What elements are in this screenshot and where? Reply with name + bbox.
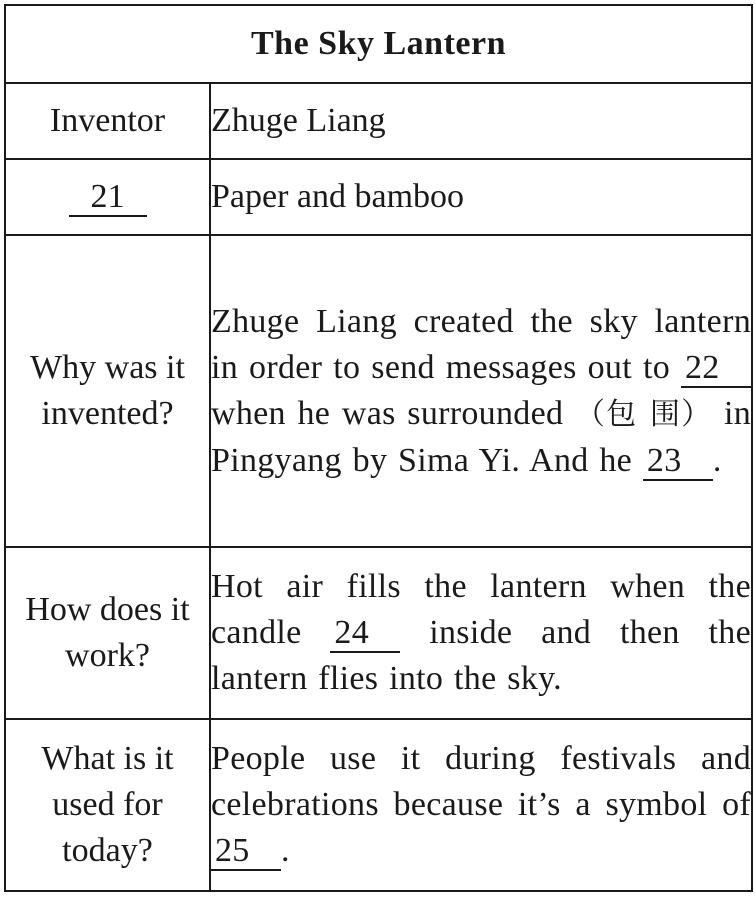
inventor-value: Zhuge Liang [210, 83, 752, 159]
why-row [5, 235, 752, 547]
why-text-b: when he was surrounded [211, 394, 564, 432]
material-label-cell [5, 159, 210, 235]
why-label: Why was it invented? [5, 235, 210, 547]
how-text-a: Hot air fills the lantern when the candle [211, 568, 751, 651]
why-cjk-note: （包 围） [574, 396, 713, 432]
material-value: Paper and bamboo [210, 159, 752, 235]
how-label: How does it work? [5, 547, 210, 719]
why-text-c: in Pingyang by Sima Yi. And he [211, 394, 751, 479]
table-title: The Sky Lantern [5, 5, 752, 83]
blank-23[interactable]: 23 [643, 443, 713, 481]
how-row [5, 547, 752, 719]
blank-25[interactable]: 25 [211, 833, 281, 871]
blank-21[interactable]: 21 [69, 179, 147, 217]
blank-22[interactable]: 22 [681, 350, 751, 388]
what-label: What is it used for today? [5, 719, 210, 891]
why-text [210, 235, 752, 547]
inventor-row [5, 83, 752, 159]
inventor-label: Inventor [5, 83, 210, 159]
why-text-a: Zhuge Liang created the sky lantern in order to send messages out to [211, 302, 751, 386]
what-row [5, 719, 752, 891]
what-text-b: . [281, 832, 290, 869]
blank-24[interactable]: 24 [330, 615, 400, 653]
sky-lantern-table [4, 4, 753, 892]
how-text [210, 547, 752, 719]
material-row [5, 159, 752, 235]
why-text-d: . [712, 441, 722, 479]
how-text-b: inside and then the lantern flies into the sky. [211, 614, 751, 697]
what-text-a: People use it during festivals and celebrations because it’s a symbol of [211, 740, 751, 823]
title-row [5, 5, 752, 83]
what-text [210, 719, 752, 891]
